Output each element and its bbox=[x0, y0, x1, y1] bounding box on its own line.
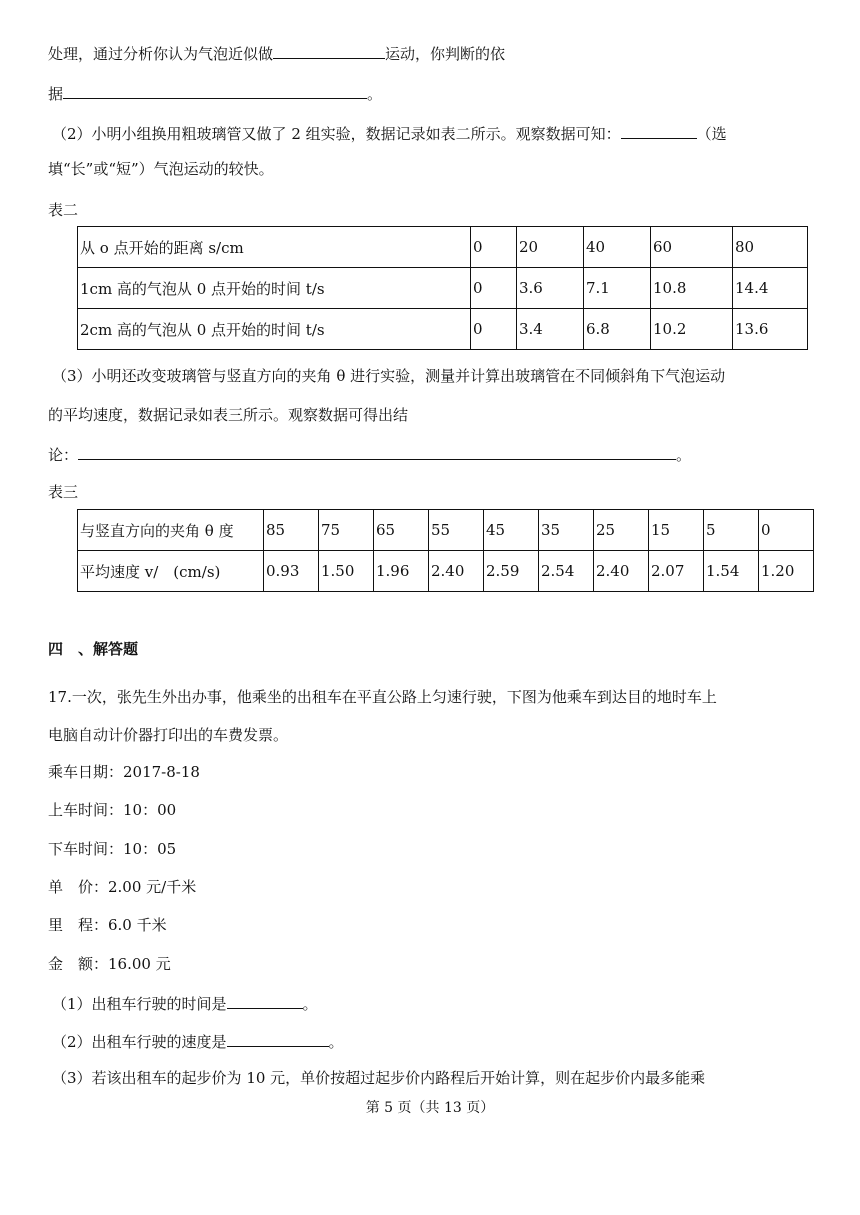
answer-blank-speed[interactable] bbox=[227, 1030, 329, 1047]
q17-sub2-text-a: （2）出租车行驶的速度是 bbox=[52, 1033, 227, 1051]
table-cell: 平均速度 v/ (cm/s) bbox=[78, 551, 264, 592]
q16-part3-line1: （3）小明还改变玻璃管与竖直方向的夹角 θ 进行实验，测量并计算出玻璃管在不同倾斜角下气泡运动 bbox=[52, 367, 726, 385]
answer-blank-conclusion[interactable] bbox=[78, 443, 676, 460]
q16-part3-text-b: 。 bbox=[676, 446, 692, 464]
table-cell: 2.59 bbox=[484, 551, 539, 592]
table-cell: 2.40 bbox=[594, 551, 649, 592]
table-cell: 0 bbox=[471, 227, 517, 268]
q17-sub1-text-a: （1）出租车行驶的时间是 bbox=[52, 995, 227, 1013]
q17-sub1-text-b: 。 bbox=[302, 995, 318, 1013]
table-cell: 35 bbox=[539, 510, 594, 551]
table-cell: 0.93 bbox=[264, 551, 319, 592]
q16-part2-text-b: （选 bbox=[696, 125, 727, 143]
answer-blank-time[interactable] bbox=[227, 992, 303, 1009]
table-cell: 45 bbox=[484, 510, 539, 551]
receipt-amount: 金 额：16.00 元 bbox=[48, 955, 171, 973]
q16-part3-line3 bbox=[48, 443, 691, 465]
page-footer: 第 5 页（共 13 页） bbox=[365, 1100, 495, 1116]
table-cell: 13.6 bbox=[733, 309, 808, 350]
table-cell: 25 bbox=[594, 510, 649, 551]
q17-stem-line1: 17.一次，张先生外出办事，他乘坐的出租车在平直公路上匀速行驶，下图为他乘车到达目的地时车上 bbox=[48, 688, 717, 706]
table3 bbox=[77, 509, 814, 592]
table-cell: 与竖直方向的夹角 θ 度 bbox=[78, 510, 264, 551]
table-cell: 80 bbox=[733, 227, 808, 268]
table-cell: 2.40 bbox=[429, 551, 484, 592]
table-cell: 1cm 高的气泡从 0 点开始的时间 t/s bbox=[78, 268, 471, 309]
q16-line1-text-b: 运动，你判断的依 bbox=[385, 45, 506, 63]
table-cell: 75 bbox=[319, 510, 374, 551]
receipt-date: 乘车日期：2017-8-18 bbox=[48, 763, 200, 781]
receipt-unit-price: 单 价：2.00 元/千米 bbox=[48, 878, 197, 896]
table-cell: 3.6 bbox=[517, 268, 584, 309]
table-cell: 1.50 bbox=[319, 551, 374, 592]
table2-row bbox=[78, 227, 808, 268]
q16-part2-text-a: （2）小明小组换用粗玻璃管又做了 2 组实验，数据记录如表二所示。观察数据可知： bbox=[52, 125, 621, 143]
table-cell: 10.8 bbox=[651, 268, 733, 309]
table-cell: 1.54 bbox=[704, 551, 759, 592]
q16-line2 bbox=[48, 82, 382, 104]
table3-row bbox=[78, 510, 814, 551]
table-cell: 0 bbox=[759, 510, 814, 551]
table-cell: 55 bbox=[429, 510, 484, 551]
table2-title: 表二 bbox=[48, 201, 79, 219]
table3-row bbox=[78, 551, 814, 592]
q16-part3-line2: 的平均速度，数据记录如表三所示。观察数据可得出结 bbox=[48, 406, 409, 424]
answer-blank-motion[interactable] bbox=[273, 42, 385, 59]
q17-sub2-text-b: 。 bbox=[328, 1033, 344, 1051]
table-cell: 3.4 bbox=[517, 309, 584, 350]
q17-sub2 bbox=[52, 1030, 344, 1052]
table2-row bbox=[78, 268, 808, 309]
receipt-alighting-time: 下车时间：10：05 bbox=[48, 840, 177, 858]
table3-title: 表三 bbox=[48, 483, 79, 501]
q17-sub3: （3）若该出租车的起步价为 10 元，单价按超过起步价内路程后开始计算，则在起步价内最多能乘 bbox=[52, 1069, 706, 1087]
table-cell: 7.1 bbox=[584, 268, 651, 309]
table-cell: 85 bbox=[264, 510, 319, 551]
table-cell: 14.4 bbox=[733, 268, 808, 309]
answer-blank-reason[interactable] bbox=[63, 82, 367, 99]
q16-line1 bbox=[48, 42, 505, 64]
table-cell: 1.96 bbox=[374, 551, 429, 592]
q16-part2-line2: 填“长”或“短”）气泡运动的较快。 bbox=[48, 160, 274, 178]
receipt-boarding-time: 上车时间：10：00 bbox=[48, 801, 177, 819]
table-cell: 60 bbox=[651, 227, 733, 268]
table-cell: 6.8 bbox=[584, 309, 651, 350]
q17-sub1 bbox=[52, 992, 318, 1014]
table-cell: 15 bbox=[649, 510, 704, 551]
table-cell: 2.07 bbox=[649, 551, 704, 592]
table-cell: 2cm 高的气泡从 0 点开始的时间 t/s bbox=[78, 309, 471, 350]
table-cell: 10.2 bbox=[651, 309, 733, 350]
q16-line1-text-a: 处理，通过分析你认为气泡近似做 bbox=[48, 45, 274, 63]
table2 bbox=[77, 226, 808, 350]
receipt-distance: 里 程：6.0 千米 bbox=[48, 916, 167, 934]
table-cell: 2.54 bbox=[539, 551, 594, 592]
table-cell: 65 bbox=[374, 510, 429, 551]
table-cell: 5 bbox=[704, 510, 759, 551]
table-cell: 1.20 bbox=[759, 551, 814, 592]
q16-part2-line1 bbox=[52, 122, 727, 144]
answer-blank-long-short[interactable] bbox=[621, 122, 697, 139]
q17-stem-line2: 电脑自动计价器打印出的车费发票。 bbox=[48, 726, 289, 744]
table-cell: 从 o 点开始的距离 s/cm bbox=[78, 227, 471, 268]
table-cell: 40 bbox=[584, 227, 651, 268]
table-cell: 0 bbox=[471, 309, 517, 350]
q16-part3-text-a: 论： bbox=[48, 446, 79, 464]
table-cell: 0 bbox=[471, 268, 517, 309]
table2-row bbox=[78, 309, 808, 350]
table-cell: 20 bbox=[517, 227, 584, 268]
q16-line2-text-b: 。 bbox=[367, 85, 383, 103]
section-heading: 四 、解答题 bbox=[48, 640, 139, 658]
q16-line2-text-a: 据 bbox=[48, 85, 64, 103]
